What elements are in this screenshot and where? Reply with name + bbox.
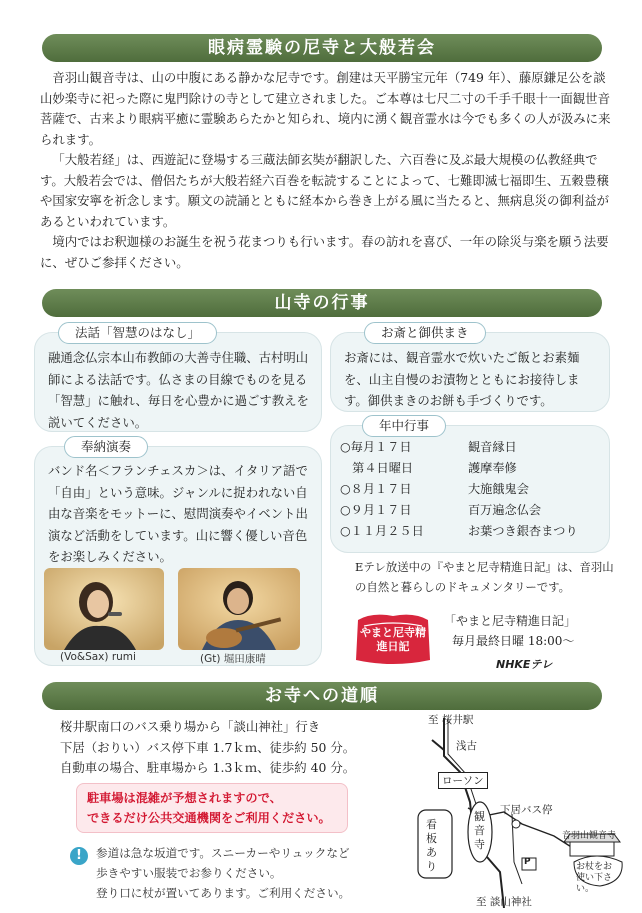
access-tips [96,843,366,903]
event-name-1: 観音縁日 [468,440,517,454]
access-tip-3: 登り口に杖が置いてあります。ご利用ください。 [96,886,351,900]
map-label-asago: 浅古 [456,740,477,752]
event-date-3: ○８月１７日 [340,482,412,496]
parking-notice [76,783,348,833]
hounou-text: バンド名＜フランチェスカ＞は、イタリア語で「自由」という意味。ジャンルに捉われない自由な音楽をモットーに、慰問演奏やイベント出演など活動をしています。山に響く優しい音色をお楽しみください。 [48,463,308,564]
hounou-label: 奉納演奏 [64,436,148,458]
map-label-sakurai: 至 桜井駅 [428,714,474,726]
map-parking-marker: P [524,857,531,867]
parking-notice-line-2: できるだけ公共交通機関をご利用ください。 [87,811,331,825]
guitarist-caption: (Gt) 堀田康晴 [200,653,266,665]
access-line-1: 桜井駅南口のバス乗り場から「談山神社」行き [60,719,321,734]
access-tip-1: 参道は急な坂道です。スニーカーやリュックなど [96,846,350,860]
nenchu-label: 年中行事 [362,415,446,437]
intro-text [40,68,612,273]
map-label-temple: 音羽山観音寺 [562,831,617,841]
event-name-2: 護摩奉修 [468,461,517,475]
tv-intro: Eテレ放送中の『やまと尼寺精進日記』は、音羽山の自然と暮らしのドキュメンタリーです。 [355,560,614,594]
tv-schedule: 毎月最終日曜 18:00〜 [452,634,575,648]
event-date-4: ○９月１７日 [340,503,412,517]
info-icon: ! [70,847,88,865]
map-label-note: お杖をお使い下さい。 [576,862,613,894]
event-date-1: ○毎月１７日 [340,440,412,454]
map-label-sign: 看板あり [426,818,437,873]
map-label-lawson: ローソン [438,772,488,789]
intro-paragraph-2: 「大般若経」は、西遊記に登場する三蔵法師玄奘が翻訳した、六百巻に及ぶ最大規模の仏教経典です。大般若会では、僧侶たちが大般若経六百巻を転読することによって、七難即滅七福即生、五穀豊穣や国家安寧を祈念します。願文の読誦とともに経本から巻き上がる風に当たると、無病息災の御利益があるといわれています。 [40,152,609,229]
tv-logo [352,610,434,666]
access-title-banner: お寺への道順 [42,682,602,710]
access-line-3: 自動車の場合、駐車場から 1.3ｋｍ、徒歩約 40 分。 [60,760,356,775]
houwa-label: 法話「智慧のはなし」 [58,322,217,344]
event-name-4: 百万遍念仏会 [468,503,542,517]
osai-label: お斎と御供まき [364,322,486,344]
houwa-text: 融通念仏宗本山布教師の大善寺住職、古村明山師による法話です。仏さまの目線でものを見る「智慧」に触れ、毎日を心豊かに過ごす教えを説いてください。 [48,350,309,430]
vocalist-caption: (Vo&Sax) rumi [60,651,136,663]
access-tip-2: 歩きやすい服装でお参りください。 [96,866,282,880]
event-name-5: お葉つき銀杏まつり [468,524,578,538]
intro-paragraph-1: 音羽山観音寺は、山の中腹にある静かな尼寺です。創建は天平勝宝元年（749 年）、藤原鎌足公を談山妙楽寺に祀った際に鬼門除けの寺として建立されました。ご本尊は七尺二寸の千手千眼十一面観世音菩薩で、古来より眼病平癒に霊験あらたかと知られ、境内に湧く観音霊水は今でも多くの人が汲みに来られます。 [40,70,611,147]
tv-logo-text: やまと尼寺精進日記 [360,626,426,653]
vocalist-photo [44,568,164,650]
access-map [404,712,630,908]
event-date-2: 第４日曜日 [340,461,414,475]
events-title-banner: 山寺の行事 [42,289,602,317]
intro-paragraph-3: 境内ではお釈迦様のお誕生を祝う花まつりも行います。春の訪れを喜び、一年の除災与楽を願う法要に、ぜひご参拝ください。 [40,234,609,270]
intro-title-banner: 眼病霊験の尼寺と大般若会 [42,34,602,62]
map-label-bus-stop: 下居バス停 [500,804,553,816]
event-name-3: 大施餓鬼会 [468,482,529,496]
osai-text: お斎には、観音霊水で炊いたご飯とお素麺を、山主自慢のお漬物とともにお接待します。御供まきのお餅も手づくりです。 [344,350,580,408]
guitarist-photo [178,568,300,650]
event-date-5: ○１１月２５日 [340,524,424,538]
map-label-kannonji: 観音寺 [474,810,485,851]
parking-notice-line-1: 駐車場は混雑が予想されますので、 [87,791,282,805]
tv-program-name: 「やまと尼寺精進日記」 [444,614,577,628]
map-label-tanzan: 至 談山神社 [476,896,532,908]
access-line-2: 下居（おりい）バス停下車 1.7ｋｍ、徒歩約 50 分。 [60,739,356,755]
tv-channel: NHKEテレ [496,658,553,671]
access-directions [60,717,390,779]
